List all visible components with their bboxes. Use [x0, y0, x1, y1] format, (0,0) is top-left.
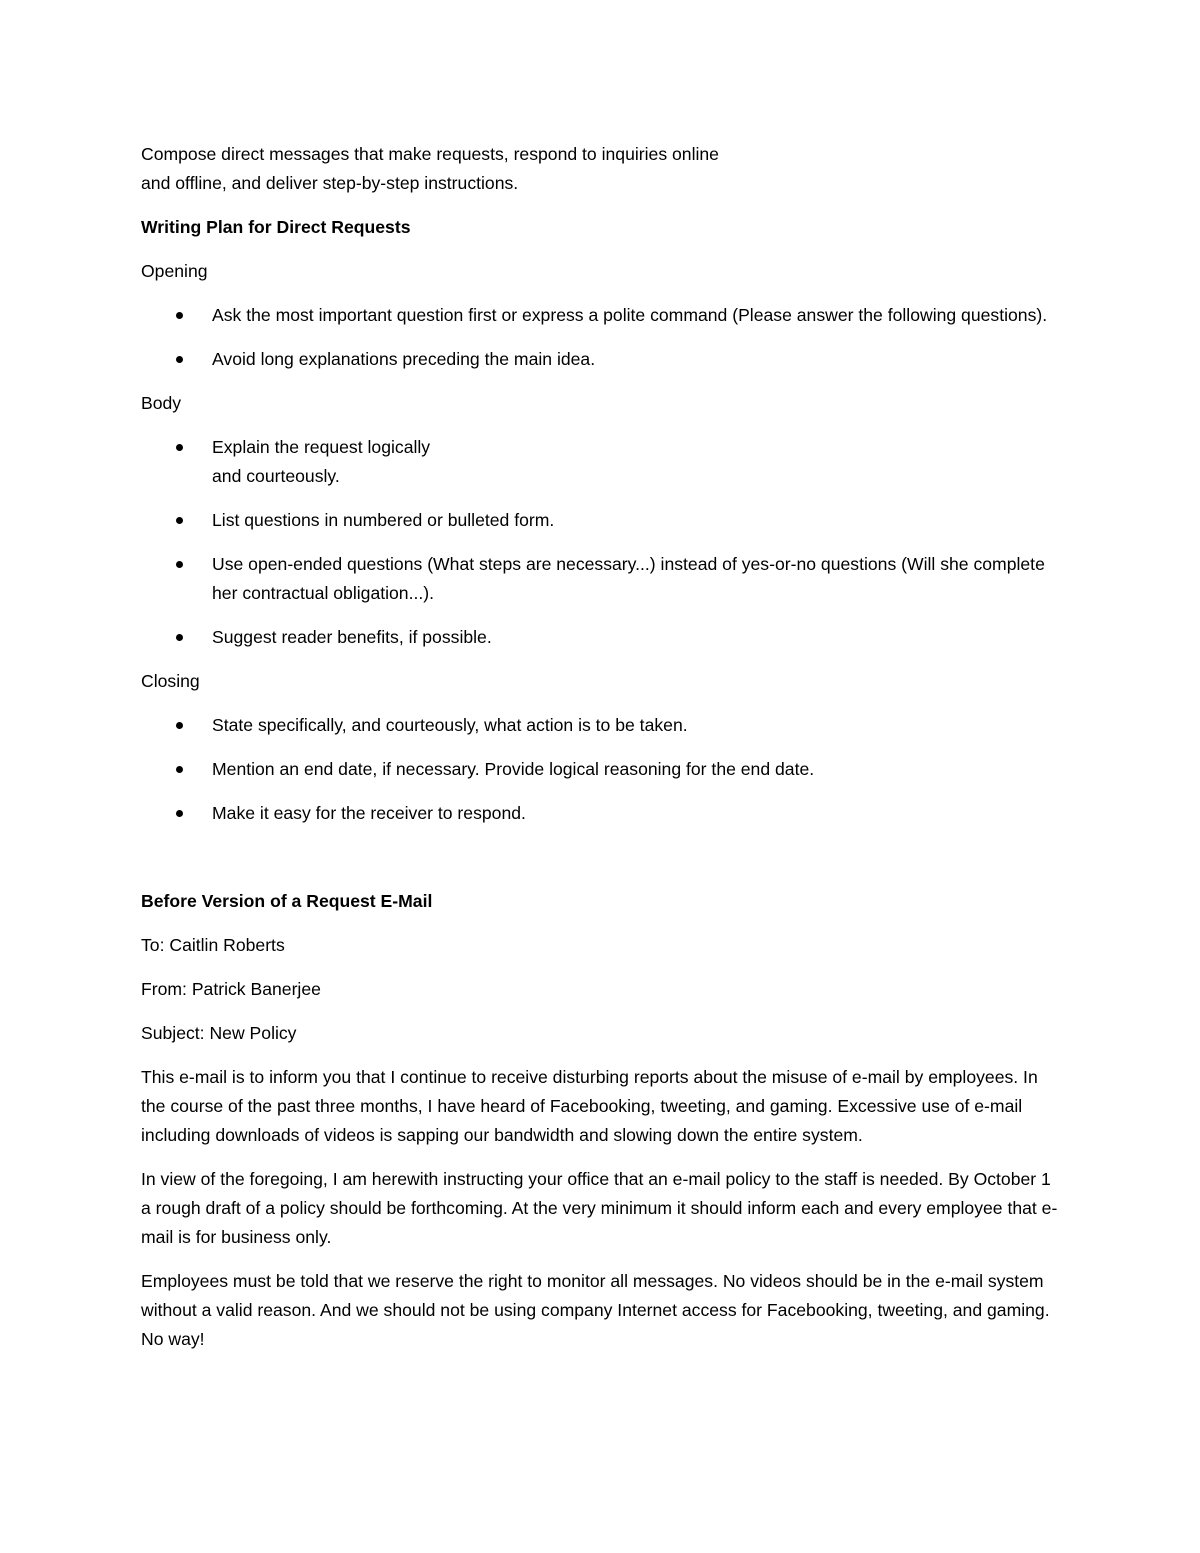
list-item-text: Use open-ended questions (What steps are necessary...) instead of yes-or-no questions (Will she complete her contractual obligation...).	[212, 554, 1045, 603]
email-to-line: To: Caitlin Roberts	[141, 935, 285, 955]
closing-label: Closing	[141, 671, 200, 691]
document-content	[141, 140, 1061, 1369]
list-item	[141, 755, 1061, 784]
writing-plan-heading: Writing Plan for Direct Requests	[141, 217, 411, 237]
closing-list	[141, 711, 1061, 828]
list-item	[141, 711, 1061, 740]
list-item-text-line-2: and courteously.	[212, 466, 340, 486]
list-item	[141, 550, 1061, 608]
intro-line-1: Compose direct messages that make requests, respond to inquiries online	[141, 144, 719, 164]
body-list	[141, 433, 1061, 652]
intro-paragraph	[141, 140, 1061, 198]
email-paragraph: In view of the foregoing, I am herewith instructing your office that an e-mail policy to the staff is needed. By October 1 a rough draft of a policy should be forthcoming. At the very minimum it should inform each and every employee that e-mail is for business only.	[141, 1169, 1058, 1247]
list-item-text: Mention an end date, if necessary. Provide logical reasoning for the end date.	[212, 759, 815, 779]
body-label: Body	[141, 393, 182, 413]
list-item	[141, 623, 1061, 652]
list-item-text: Avoid long explanations preceding the main idea.	[212, 349, 596, 369]
opening-list	[141, 301, 1061, 374]
list-item-text-line-1: Explain the request logically	[212, 437, 431, 457]
intro-line-2: and offline, and deliver step-by-step instructions.	[141, 173, 519, 193]
email-paragraph: Employees must be told that we reserve the right to monitor all messages. No videos should be in the e-mail system without a valid reason. And we should not be using company Internet access for Facebooking, tweeting, and gaming. No way!	[141, 1271, 1050, 1349]
section-spacer	[141, 843, 1061, 887]
list-item-text: Make it easy for the receiver to respond.	[212, 803, 526, 823]
list-item-text: List questions in numbered or bulleted form.	[212, 510, 555, 530]
email-subject-line: Subject: New Policy	[141, 1023, 297, 1043]
list-item	[141, 799, 1061, 828]
opening-label: Opening	[141, 261, 208, 281]
list-item-text: Ask the most important question first or express a polite command (Please answer the following questions).	[212, 305, 1048, 325]
list-item-text: Suggest reader benefits, if possible.	[212, 627, 492, 647]
list-item-text: State specifically, and courteously, what action is to be taken.	[212, 715, 688, 735]
list-item	[141, 301, 1061, 330]
list-item	[141, 345, 1061, 374]
list-item	[141, 506, 1061, 535]
email-paragraph: This e-mail is to inform you that I continue to receive disturbing reports about the misuse of e-mail by employees. In the course of the past three months, I have heard of Facebooking, tweeting, and gaming. Excessive use of e-mail including downloads of videos is sapping our bandwidth and slowing down the entire system.	[141, 1067, 1038, 1145]
email-heading: Before Version of a Request E-Mail	[141, 891, 433, 911]
list-item	[141, 433, 1061, 491]
email-from-line: From: Patrick Banerjee	[141, 979, 321, 999]
